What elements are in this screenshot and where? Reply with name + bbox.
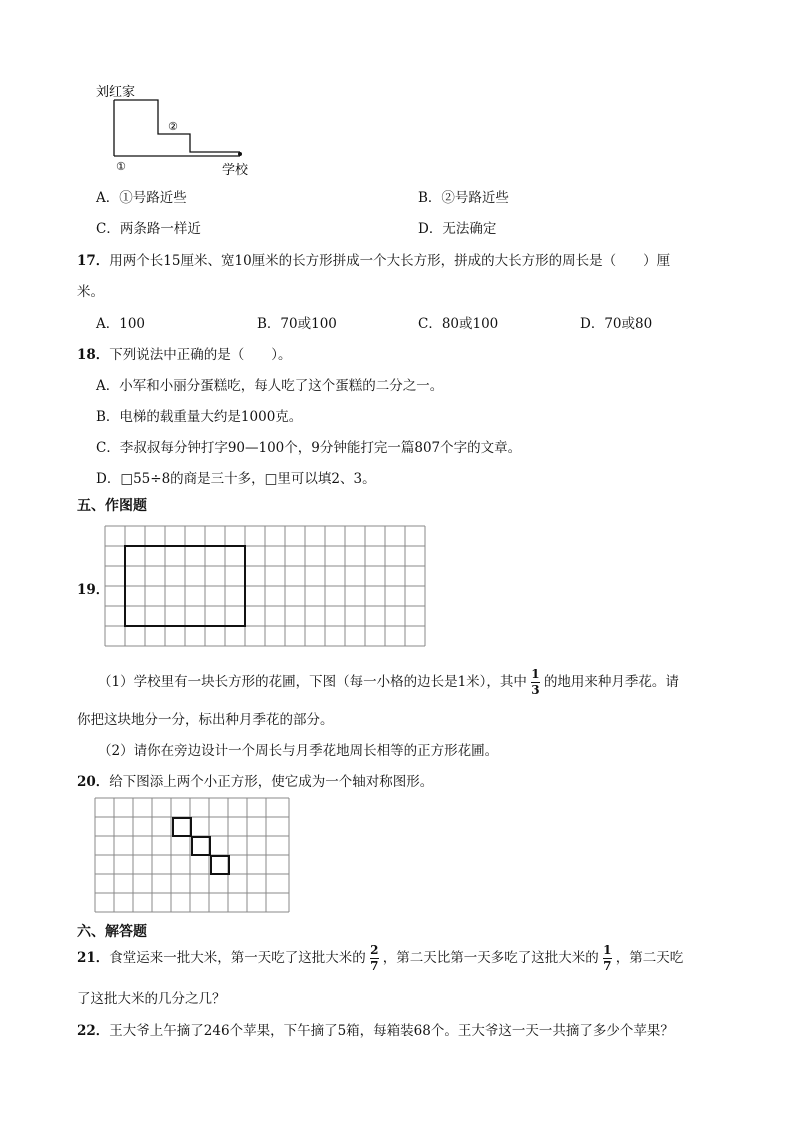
q20-stem <box>77 770 433 790</box>
square-1 <box>173 818 191 836</box>
q18-stem <box>77 343 292 363</box>
q22-text: 王大爷上午摘了246个苹果，下午摘了5箱，每箱装68个。王大爷这一天一共摘了多少个苹果？ <box>109 1023 674 1039</box>
section-6-heading: 六、解答题 <box>77 924 147 940</box>
q17-option-d: D．70或80 <box>580 316 653 332</box>
q20-grid <box>94 797 292 915</box>
home-label: 刘红家 <box>96 85 136 100</box>
q19-part1 <box>98 668 679 697</box>
q20-text: 给下图添上两个小正方形，使它成为一个轴对称图形。 <box>109 774 434 790</box>
q17-line2: 米。 <box>77 284 104 300</box>
school-dot <box>238 152 242 156</box>
q18-text: 下列说法中正确的是（ ）。 <box>109 347 292 363</box>
q21-fraction-2-numerator: 1 <box>603 943 612 957</box>
q21-fraction-2-denominator: 7 <box>603 959 612 973</box>
q21-fraction-1 <box>370 944 379 973</box>
q17-line1: 用两个长15厘米、宽10厘米的长方形拼成一个大长方形，拼成的大长方形的周长是（ ）厘 <box>109 253 671 269</box>
q19-part1-before: （1）学校里有一块长方形的花圃，下图（每一小格的边长是1米），其中 <box>98 674 527 690</box>
q17-stem <box>77 249 670 269</box>
q19-part1-line2: 你把这块地分一分，标出种月季花的部分。 <box>77 712 334 728</box>
q17-option-a: A．100 <box>96 316 146 332</box>
q18-option-c: C．李叔叔每分钟打字90—100个，9分钟能打完一篇807个字的文章。 <box>96 440 522 456</box>
q21-fraction-1-denominator: 7 <box>370 959 379 973</box>
q17-option-c: C．80或100 <box>418 316 499 332</box>
section-5-heading: 五、作图题 <box>77 498 147 514</box>
q21-text-1: 食堂运来一批大米，第一天吃了这批大米的 <box>109 950 366 966</box>
q19-fraction-denominator: 3 <box>531 683 540 697</box>
q22-number: 22． <box>77 1023 110 1039</box>
q20-number: 20． <box>77 774 110 790</box>
q21-fraction-1-numerator: 2 <box>370 943 379 957</box>
q19-fraction-numerator: 1 <box>531 667 540 681</box>
q21-fraction-2 <box>603 944 612 973</box>
q19-grid-lines <box>105 526 425 646</box>
route-1-label: ① <box>116 160 126 173</box>
q19-grid <box>104 525 430 649</box>
route-figure <box>92 80 272 180</box>
q16-option-d: D．无法确定 <box>418 221 497 237</box>
q19-part1-after: 的地用来种月季花。请 <box>543 674 679 690</box>
school-label: 学校 <box>222 163 249 178</box>
q17-number: 17． <box>77 253 110 269</box>
q21-text-2: ，第二天比第一天多吃了这批大米的 <box>382 950 599 966</box>
q21-number: 21． <box>77 950 110 966</box>
q17-option-b: B．70或100 <box>257 316 337 332</box>
square-2 <box>192 837 210 855</box>
q19-fraction <box>531 668 540 697</box>
route-2-label: ② <box>168 120 178 133</box>
square-3 <box>211 856 229 874</box>
q19-part2: （2）请你在旁边设计一个周长与月季花地周长相等的正方形花圃。 <box>98 743 499 759</box>
q18-option-a: A．小军和小丽分蛋糕吃，每人吃了这个蛋糕的二分之一。 <box>96 378 444 394</box>
q19-number: 19． <box>77 582 110 598</box>
q22-stem <box>77 1019 674 1039</box>
q21-line2: 了这批大米的几分之几？ <box>77 991 226 1007</box>
q18-number: 18． <box>77 347 110 363</box>
q16-option-c: C．两条路一样近 <box>96 221 201 237</box>
q16-option-a: A．①号路近些 <box>96 190 187 206</box>
q18-option-d: D．□55÷8的商是三十多，□里可以填2、3。 <box>96 471 376 487</box>
q21-stem <box>77 944 683 973</box>
q16-option-b: B．②号路近些 <box>418 190 509 206</box>
q21-text-3: ，第二天吃 <box>615 950 684 966</box>
q18-option-b: B．电梯的载重量大约是1000克。 <box>96 409 303 425</box>
